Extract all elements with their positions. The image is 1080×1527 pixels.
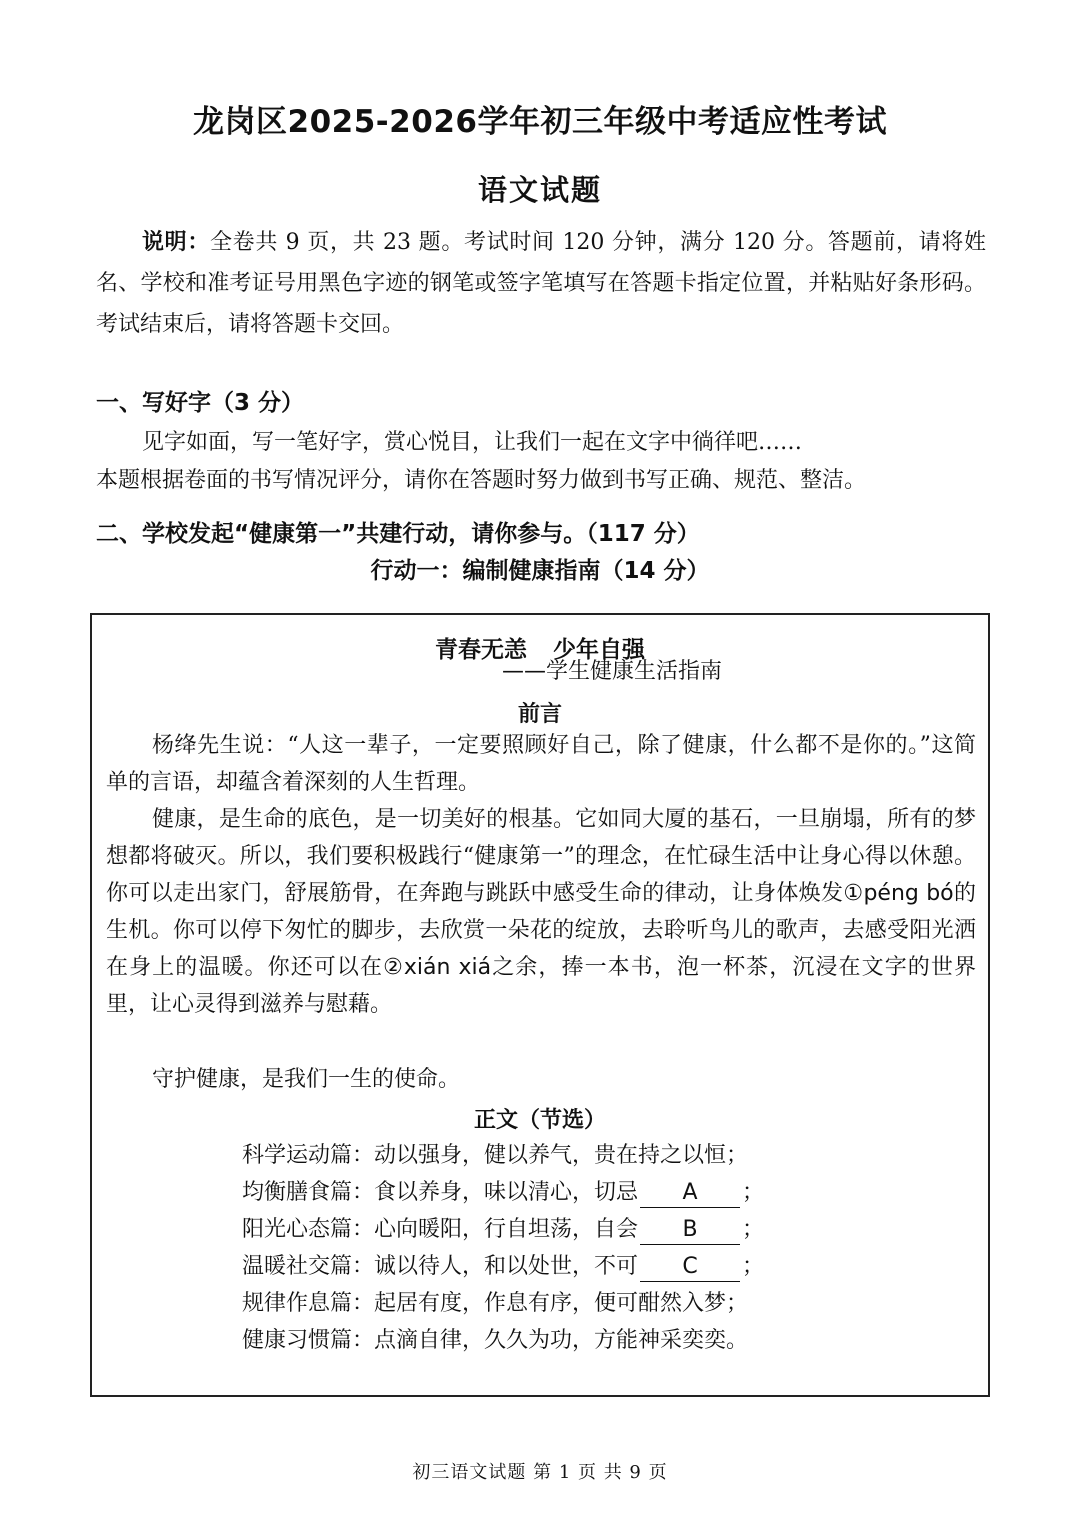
guide-line-text: 心向暖阳，行自坦荡，自会 bbox=[374, 1217, 639, 1242]
fill-blank-c: C bbox=[640, 1253, 740, 1282]
guide-line bbox=[242, 1137, 764, 1174]
preface-paragraph-1: 杨绛先生说：“人这一辈子，一定要照顾好自己，除了健康，什么都不是你的。”这简单的言语，却蕴含着深刻的人生哲理。 bbox=[106, 733, 976, 795]
guide-title: 青春无恙 少年自强 bbox=[434, 637, 645, 663]
section-1-line-2: 本题根据卷面的书写情况评分，请你在答题时努力做到书写正确、规范、整洁。 bbox=[96, 468, 867, 493]
guide-line-text: 点滴自律，久久为功，方能神采奕奕。 bbox=[374, 1328, 749, 1353]
preface-p2-part-b: 的生机。你可以停下匆忙的脚步，去欣赏一朵花的绽放，去聆听鸟儿的歌声，去感受阳光洒在身上的温暖。你还可以在 bbox=[106, 881, 976, 980]
guide-line bbox=[242, 1211, 764, 1248]
guide-line-label: 阳光心态篇： bbox=[242, 1217, 375, 1242]
guide-line-label: 规律作息篇： bbox=[242, 1291, 375, 1316]
guide-line-label: 健康习惯篇： bbox=[242, 1328, 375, 1353]
guide-line-end: ； bbox=[742, 1254, 765, 1279]
guide-line bbox=[242, 1285, 764, 1322]
guide-line bbox=[242, 1248, 764, 1285]
preface-paragraph-3: 守护健康，是我们一生的使命。 bbox=[152, 1067, 461, 1092]
body-heading: 正文（节选） bbox=[473, 1107, 606, 1133]
guide-line-text: 食以养身，味以清心，切忌 bbox=[374, 1180, 639, 1205]
action-1-heading: 行动一：编制健康指南（14 分） bbox=[370, 558, 710, 584]
instructions-lead: 说明： bbox=[142, 229, 211, 255]
preface-heading: 前言 bbox=[517, 701, 562, 727]
guide-line-text: 诚以待人，和以处世，不可 bbox=[374, 1254, 639, 1279]
guide-line bbox=[242, 1174, 764, 1211]
fill-blank-b: B bbox=[640, 1216, 740, 1245]
guide-body-lines bbox=[242, 1137, 764, 1359]
exam-subject-title: 语文试题 bbox=[477, 173, 602, 207]
fill-blank-a: A bbox=[640, 1179, 740, 1208]
guide-line-end: ； bbox=[742, 1180, 765, 1205]
preface-paragraph-2 bbox=[106, 801, 976, 1023]
guide-line bbox=[242, 1322, 764, 1359]
guide-line-label: 均衡膳食篇： bbox=[242, 1180, 375, 1205]
guide-line-text: 动以强身，健以养气，贵在持之以恒； bbox=[374, 1143, 749, 1168]
preface-p2-part-a: 健康，是生命的底色，是一切美好的根基。它如同大厦的基石，一旦崩塌，所有的梦想都将破灭。所以，我们要积极践行“健康第一”的理念，在忙碌生活中让身心得以休憩。你可以走出家门，舒展筋骨，在奔跑与跳跃中感受生命的律动，让身体焕发 bbox=[106, 807, 976, 906]
guide-line-label: 科学运动篇： bbox=[242, 1143, 375, 1168]
section-2-heading: 二、学校发起“健康第一”共建行动，请你参与。（117 分） bbox=[96, 521, 700, 547]
exam-instructions bbox=[96, 222, 986, 345]
pinyin-blank-1: ①péng bó bbox=[843, 881, 954, 906]
health-guide-box bbox=[90, 613, 990, 1397]
instructions-body: 全卷共 9 页，共 23 题。考试时间 120 分钟，满分 120 分。答题前，请将姓名、学校和准考证号用黑色字迹的钢笔或签字笔填写在答题卡指定位置，并粘贴好条形码。考试结束后，请将答题卡交回。 bbox=[96, 230, 986, 337]
preface-p2-part-c: 之余，捧一本书，泡一杯茶，沉浸在文字的世界里，让心灵得到滋养与慰藉。 bbox=[106, 955, 976, 1017]
guide-line-label: 温暖社交篇： bbox=[242, 1254, 375, 1279]
guide-line-text: 起居有度，作息有序，便可酣然入梦； bbox=[374, 1291, 749, 1316]
section-1-line-1: 见字如面，写一笔好字，赏心悦目，让我们一起在文字中徜徉吧…… bbox=[142, 430, 803, 455]
pinyin-blank-2: ②xián xiá bbox=[383, 955, 492, 980]
exam-title: 龙岗区2025-2026学年初三年级中考适应性考试 bbox=[193, 104, 887, 140]
guide-subtitle: ——学生健康生活指南 bbox=[502, 659, 723, 684]
guide-line-end: ； bbox=[742, 1217, 765, 1242]
page-footer: 初三语文试题 第 1 页 共 9 页 bbox=[412, 1462, 668, 1483]
section-1-heading: 一、写好字（3 分） bbox=[96, 390, 305, 416]
